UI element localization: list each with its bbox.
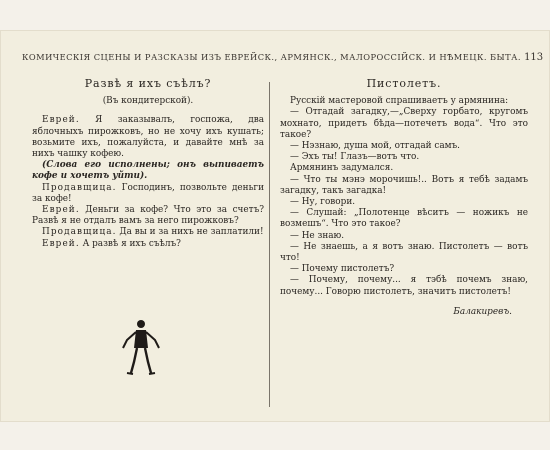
- text-line: — Что ты мэнэ морочишь!.. Вотъ я тебѣ задамъ загадку, такъ загадка!: [280, 174, 528, 196]
- text-line: Русскій мастеровой спрашиваетъ у армянина:: [290, 96, 509, 107]
- story-left: [32, 78, 264, 250]
- dialogue-line: [32, 115, 264, 160]
- text-line: — Слушай: „Полотенце вѣситъ — ножикъ не возмешъ“. Что это такое?: [280, 208, 528, 230]
- text-line: — Эхъ ты! Глазъ—вотъ что.: [290, 152, 420, 163]
- speaker-name: Продавщица.: [42, 227, 117, 238]
- text-line: Армянинъ задумался.: [290, 163, 394, 174]
- text-line: — Не знаю.: [290, 230, 345, 241]
- speech-text: Я заказывалъ, госпожа, два яблочныхъ пирожковъ, но не хочу ихъ кушать; возьмите ихъ, пожалуйста, и давайте мнѣ за нихъ чашку кофею.: [32, 115, 264, 160]
- author-signature: Балакиревъ.: [453, 306, 512, 317]
- story-right: [280, 78, 528, 318]
- speech-text: Деньги за кофе? Что это за счетъ? Развѣ я не отдалъ вамъ за него пирожковъ?: [32, 205, 264, 227]
- text-line: — Нэзнаю, душа мой, отгадай самъ.: [290, 141, 460, 152]
- stage-remark: (Слова его исполнены; онъ выпиваетъ кофе и хочетъ уйти).: [32, 160, 264, 182]
- dialogue-line: [32, 205, 264, 227]
- text-line: — Отгадай загадку,—„Сверху горбато, кругомъ мохнато, придетъ бѣда—потечетъ вода“. Что это такое?: [280, 107, 528, 140]
- text-line: — Ну, говори.: [290, 197, 356, 208]
- story-subtitle-left: (Въ кондитерской).: [102, 96, 194, 107]
- dialogue-line: [32, 183, 264, 205]
- dialogue-line: [32, 227, 264, 238]
- column-divider: [269, 82, 270, 407]
- running-header: [22, 52, 544, 63]
- speech-text: А развѣ я ихъ съѣлъ?: [79, 238, 181, 249]
- story-title-left: Развѣ я ихъ съѣлъ?: [84, 77, 212, 90]
- speaker-name: Еврей.: [42, 205, 80, 216]
- text-line: — Не знаешь, а я вотъ знаю. Пистолетъ — вотъ что!: [280, 241, 528, 264]
- dancing-man-figure: [121, 318, 161, 376]
- text-line: — Почему, почему... я тэбѣ почемъ знаю, почему... Говорю пистолетъ, значитъ пистолетъ!: [280, 275, 528, 297]
- speaker-name: Еврей.: [42, 238, 80, 249]
- running-title: КОМИЧЕСКІЯ СЦЕНЫ И РАЗСКАЗЫ ИЗЪ ЕВРЕЙСК., АРМЯНСК., МАЛОРОССІЙСК. И НѢМЕЦК. БЫТА.: [22, 52, 521, 62]
- dialogue-line: [32, 239, 264, 250]
- story-title-right: Пистолетъ.: [366, 77, 442, 90]
- speech-text: Да вы и за нихъ не заплатили!: [116, 227, 264, 238]
- book-page: [0, 30, 550, 422]
- speaker-name: Продавщица.: [42, 182, 117, 193]
- speech-text: Господинъ, позвольте деньги за кофе!: [32, 182, 264, 204]
- page-number: 113: [524, 52, 544, 63]
- text-line: — Почему пистолетъ?: [290, 264, 395, 275]
- speaker-name: Еврей.: [42, 115, 80, 126]
